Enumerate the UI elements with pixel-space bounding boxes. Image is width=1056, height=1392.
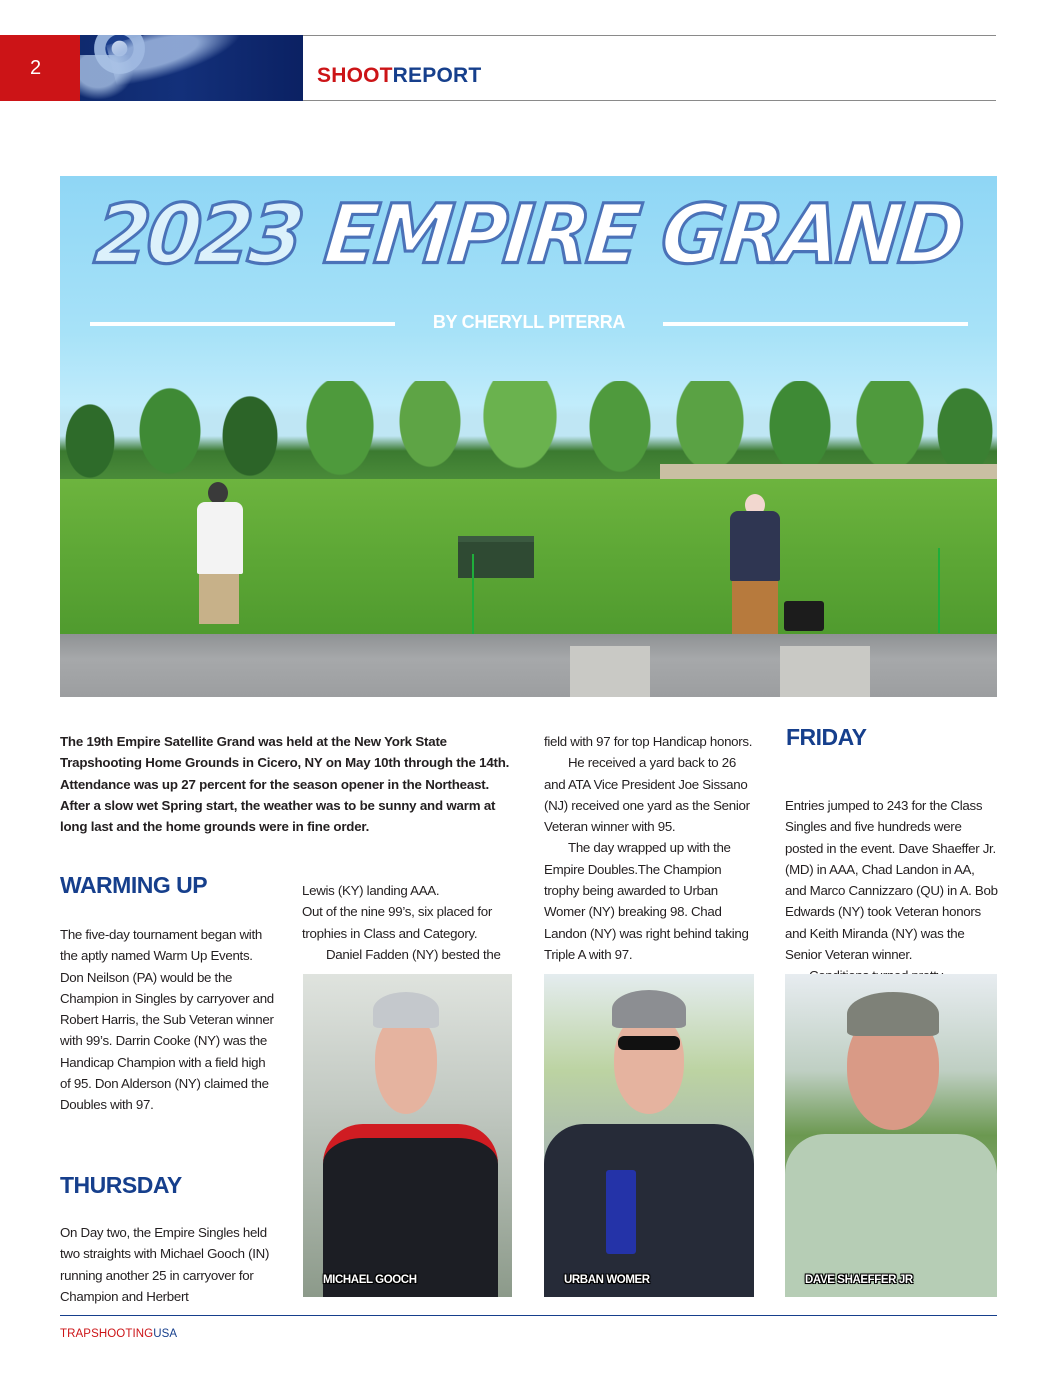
footer-brand [60,1328,177,1340]
photo-dave-shaeffer-jr [785,974,997,1297]
byline: BY CHERYLL PITERRA [432,312,626,332]
person-cap [373,992,439,1028]
footer-rule [60,1315,997,1316]
column-3-text [544,731,758,965]
person-face [614,1014,684,1114]
shooter-left [197,502,243,574]
paragraph: Lewis (KY) landing AAA. [302,883,440,898]
intro-paragraph: The 19th Empire Satellite Grand was held at the New York State Trapshooting Home Grounds in Cicero, NY on May 10th through the 14th. Attendance was up 27 percent for the season opener in the Northeast. After a slow wet Spring start, the weather was to be sunny and warm at long last and the home grounds were in fine order. [60,734,510,835]
photo-caption: MICHAEL GOOCH [323,1274,417,1286]
paragraph: Out of the nine 99’s, six placed for trophies in Class and Category. [302,904,493,941]
person-shirt [785,1134,997,1297]
thursday-text [60,1222,278,1307]
station-post [938,548,940,633]
shooter-right-legs [732,581,778,636]
section-title [317,64,481,88]
heading-thursday: THURSDAY [60,1172,182,1198]
footer-brand-part2: USA [153,1328,178,1340]
column-2-text [302,880,520,965]
paragraph: On Day two, the Empire Singles held two straights with Michael Gooch (IN) running another 25 in carryover for Champion and Herbert [60,1225,270,1304]
heading-warming-up: WARMING UP [60,872,208,898]
paragraph: Entries jumped to 243 for the Class Singles and five hundreds were posted in the event. Dave Shaeffer Jr. (MD) in AAA, Chad Landon in AA, and Marco Cannizzaro (QU) in A. Bob Edwards (NY) took Veteran honors and Keith Miranda (NY) was the Senior Veteran winner. [785,798,998,963]
paragraph: The day wrapped up with the Empire Doubles.The Champion trophy being awarded to Urban Womer (NY) breaking 98. Chad Landon (NY) was right behind taking Triple A with 97. [544,840,749,962]
title-year: 2023 [90,187,306,283]
person-cap [847,992,939,1036]
paragraph: The five-day tournament began with the aptly named Warm Up Events. Don Neilson (PA) would be the Champion in Singles by carryover and Robert Harris, the Sub Veteran winner with 99’s. Darrin Cooke (NY) was the Handicap Champion with a field high of 95. Don Alderson (NY) claimed the Doubles with 97. [60,927,274,1113]
section-title-part1: SHOOT [317,64,393,87]
shooter-left-legs [199,574,239,624]
hero-photo [60,176,997,697]
photo-urban-womer [544,974,754,1297]
photo-caption: URBAN WOMER [564,1274,650,1286]
station-post [472,554,474,634]
paragraph: He received a yard back to 26 and ATA Vice President Joe Sissano (NJ) received one yard as the Senior Veteran winner with 95. [544,755,750,835]
tumbler [606,1170,636,1254]
shooter-right [730,511,780,581]
person-shirt [544,1124,754,1297]
paragraph: Daniel Fadden (NY) bested the [326,946,501,962]
header-ornament-banner [80,35,303,101]
header-bottom-rule [303,100,996,101]
photo-caption: DAVE SHAEFFER JR [805,1274,913,1286]
ornament-leaf-icon [80,55,140,101]
trap-house [458,536,534,578]
sunglasses-icon [618,1036,680,1050]
friday-text [785,795,999,987]
section-title-part2: REPORT [392,64,482,87]
walkway-strip [570,646,650,697]
footer-brand-part1: TRAPSHOOTING [60,1328,154,1340]
article-title [60,188,997,283]
person-shirt [323,1124,498,1297]
shooter-left-head [208,482,228,504]
person-cap [612,990,686,1028]
person-face [375,1014,437,1114]
photo-michael-gooch [303,974,512,1297]
header-top-rule [303,35,996,36]
heading-friday: FRIDAY [786,724,867,750]
walkway-strip [780,646,870,697]
shell-case [784,601,824,631]
page-number: 2 [30,57,42,79]
paragraph: field with 97 for top Handicap honors. [544,734,753,749]
byline-row [90,312,968,334]
title-main: EMPIRE GRAND [320,187,967,283]
warming-up-text [60,924,278,1116]
byline-rule-right [663,322,968,326]
